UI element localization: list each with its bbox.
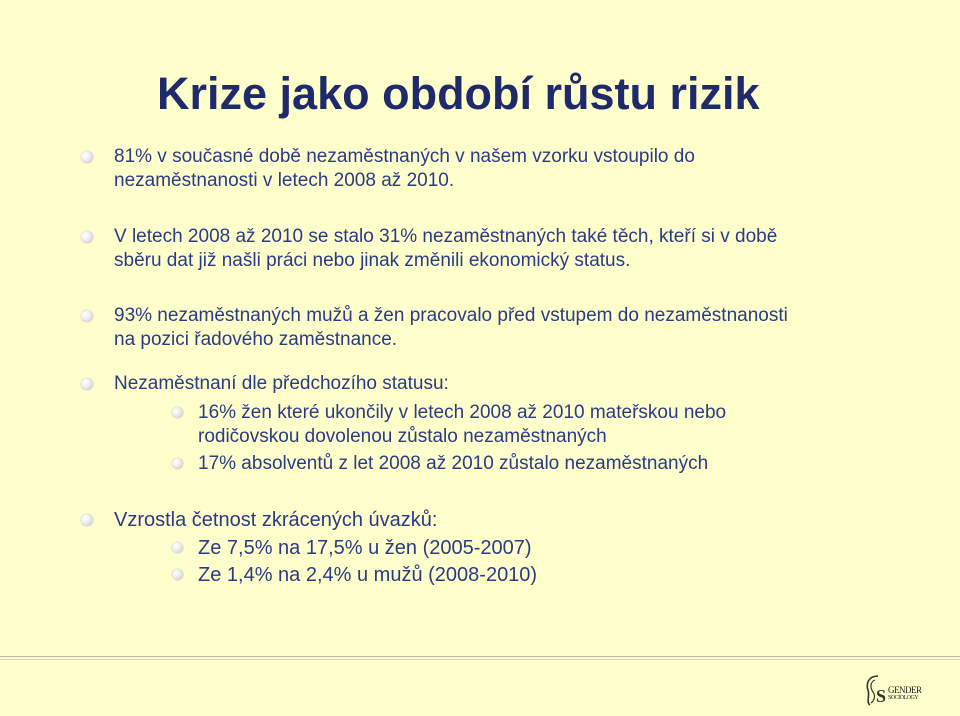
footer-divider-secondary <box>0 659 960 660</box>
bullet-icon <box>81 151 93 163</box>
sub-bullet-4-2 <box>198 452 708 476</box>
sub-bullet-line: rodičovskou dovolenou zůstalo nezaměstnaných <box>198 426 607 447</box>
bullet-line: V letech 2008 až 2010 se stalo 31% nezaměstnaných také těch, kteří si v době <box>114 226 778 247</box>
slide-title: Krize jako období růstu rizik <box>157 68 760 119</box>
bullet-line: nezaměstnanosti v letech 2008 až 2010. <box>114 170 455 191</box>
sub-bullet-line: Ze 1,4% na 2,4% u mužů (2008-2010) <box>198 564 538 586</box>
logo-line-2: SOCIOLOGY <box>888 695 919 701</box>
bullet-icon <box>81 378 93 390</box>
bullet-5 <box>114 507 437 534</box>
sub-bullet-icon <box>172 542 183 553</box>
bullet-3 <box>114 304 788 352</box>
bullet-line: sběru dat již našli práci nebo jinak změnili ekonomický status. <box>114 250 631 271</box>
logo-text <box>888 686 922 702</box>
svg-text:S: S <box>876 686 887 706</box>
sub-bullet-icon <box>172 569 183 580</box>
bullet-icon <box>81 231 93 243</box>
sub-bullet-5-2 <box>198 562 537 589</box>
bullet-icon <box>81 514 93 526</box>
sub-bullet-line: 17% absolventů z let 2008 až 2010 zůstalo nezaměstnaných <box>198 453 709 474</box>
bullet-1 <box>114 145 695 193</box>
bullet-line: Vzrostla četnost zkrácených úvazků: <box>114 509 438 531</box>
bullet-line: na pozici řadového zaměstnance. <box>114 329 398 350</box>
bullet-line: Nezaměstnaní dle předchozího statusu: <box>114 373 449 394</box>
footer-divider <box>0 656 960 657</box>
logo-line-1: GENDER <box>888 685 922 695</box>
bullet-icon <box>81 310 93 322</box>
bullet-line: 81% v současné době nezaměstnaných v našem vzorku vstoupilo do <box>114 146 695 167</box>
sub-bullet-4-1 <box>198 401 726 449</box>
sub-bullet-icon <box>172 458 183 469</box>
sub-bullet-5-1 <box>198 535 532 562</box>
sub-bullet-line: 16% žen které ukončily v letech 2008 až 2010 mateřskou nebo <box>198 402 727 423</box>
sub-bullet-line: Ze 7,5% na 17,5% u žen (2005-2007) <box>198 537 532 559</box>
sub-bullet-icon <box>172 407 183 418</box>
bullet-4 <box>114 372 449 396</box>
bullet-line: 93% nezaměstnaných mužů a žen pracovalo před vstupem do nezaměstnanosti <box>114 305 788 326</box>
bullet-2 <box>114 225 777 273</box>
